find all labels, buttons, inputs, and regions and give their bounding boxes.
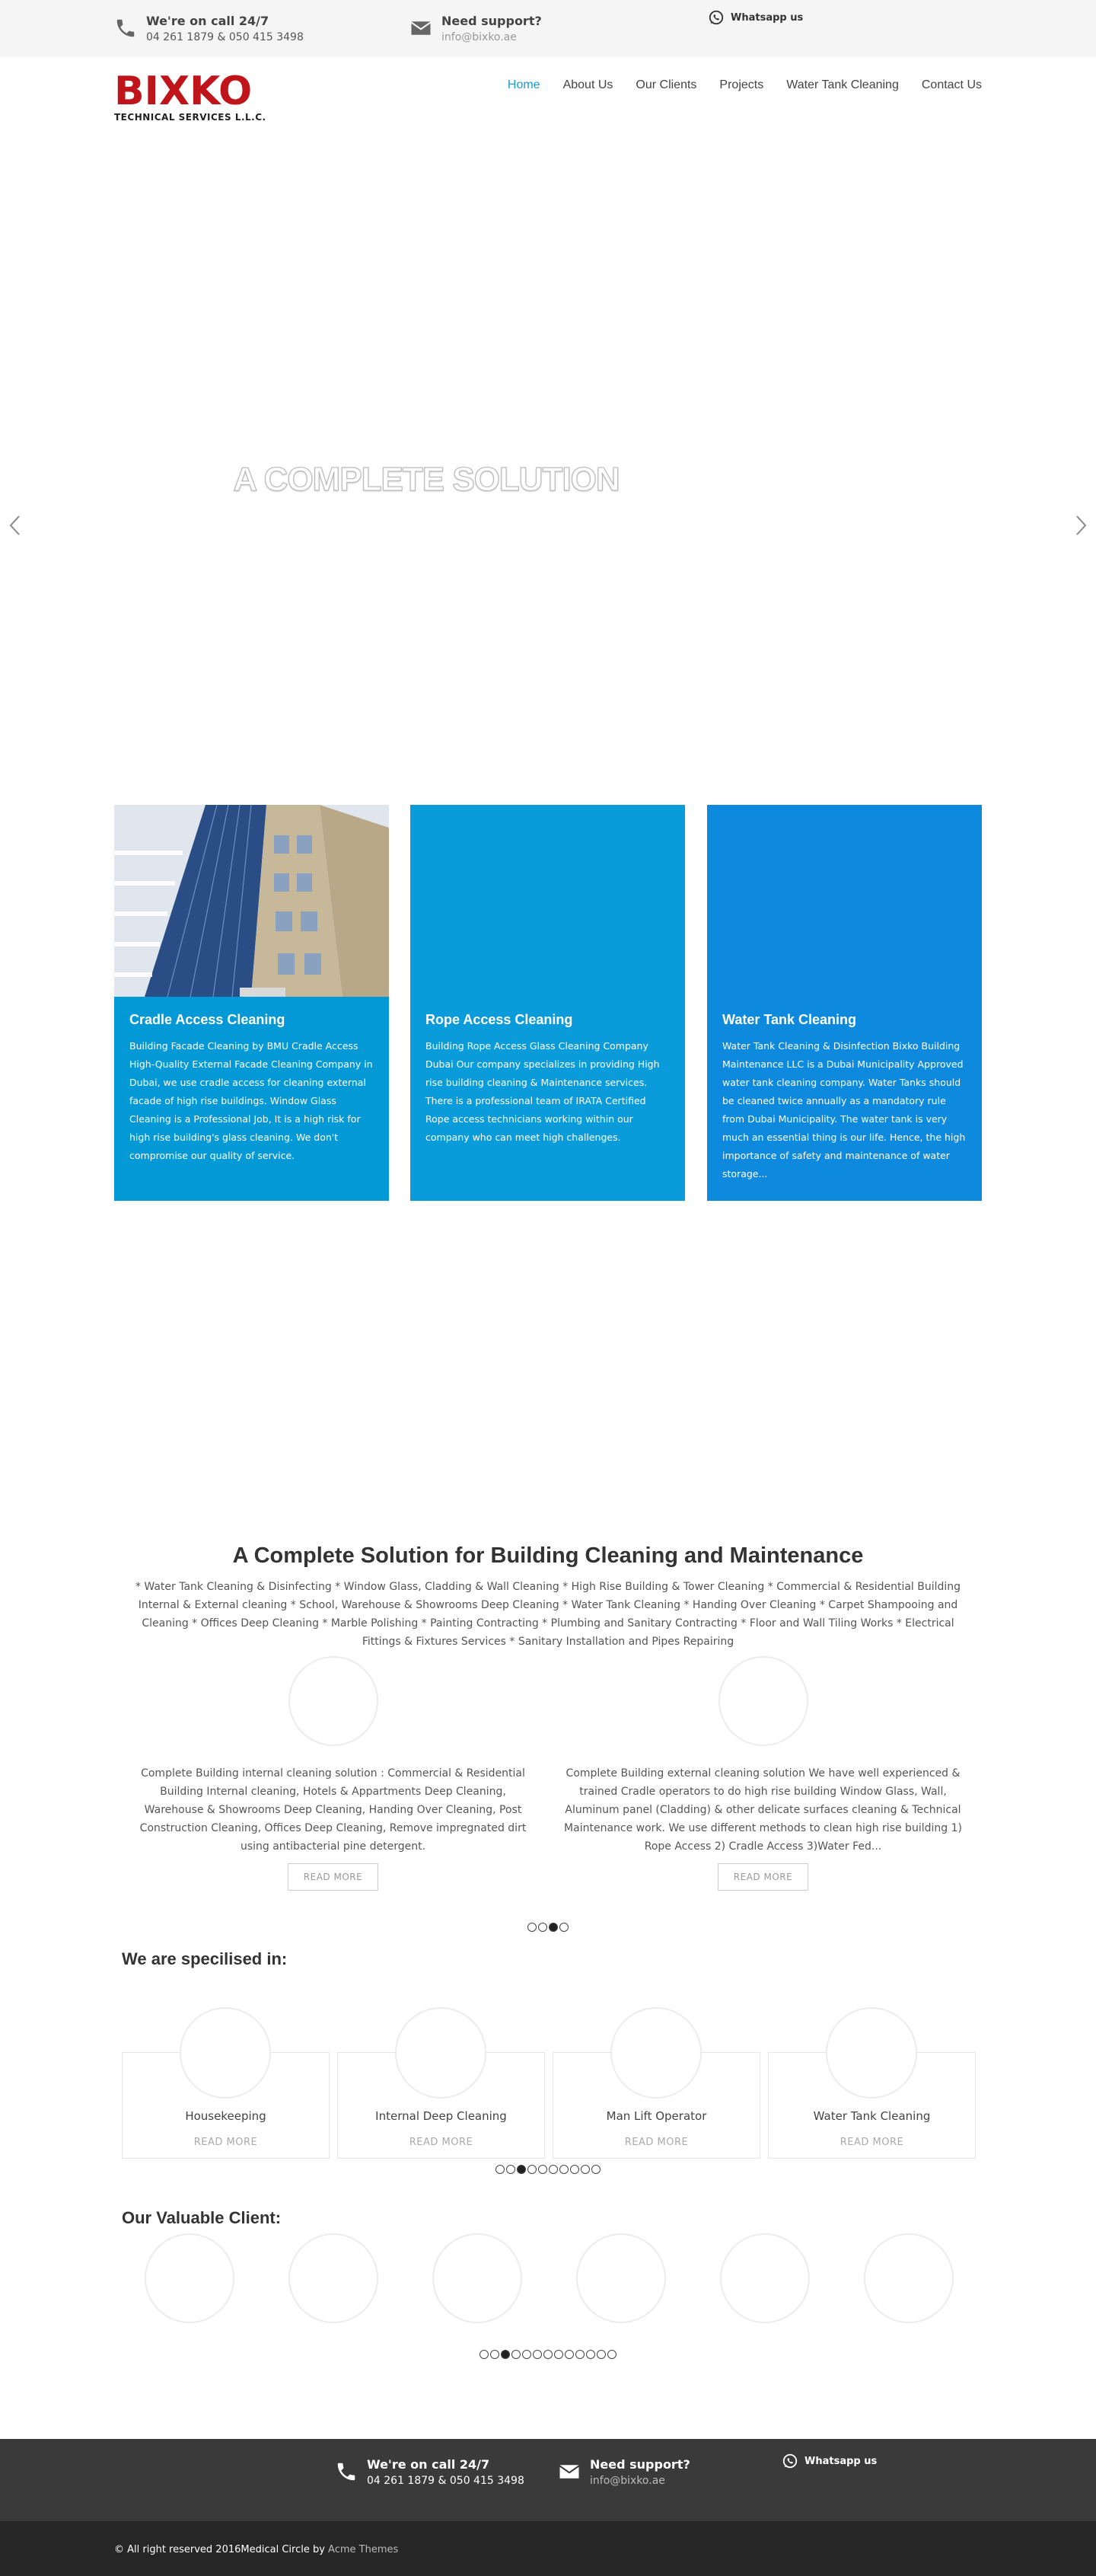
slider-dot[interactable] [549,2165,558,2174]
slider-dot[interactable] [533,2350,542,2359]
card-title[interactable]: Water Tank Cleaning [722,1012,857,1027]
feature-text: Complete Building internal cleaning solution : Commercial & Residential Building Internal cleaning, Hotels & Appartments Deep Cleaning, Warehouse & Showrooms Deep Cleaning, Handing Over Cleaning, Post Construction Cleaning, Offices Deep Cleaning, Remove impregnated dirt using antibacterial pine detergent. [139,1767,527,1853]
main-nav [485,78,982,92]
phone-icon [114,17,137,40]
copyright-text: © All right reserved 2016Medical Circle by [114,2544,329,2555]
slider-dot[interactable] [527,2165,537,2174]
service-card-rope[interactable] [410,805,685,1201]
slider-dot[interactable] [581,2165,590,2174]
card-text: Building Facade Cleaning by BMU Cradle Access High-Quality External Facade Cleaning Company in Dubai, we use cradle access for cleaning external facade of high rise buildings. Window Glass Cleaning is a Professional Job, It is a high risk for high rise building's glass cleaning. We don't compromise our quality of service. [129,1040,373,1161]
specialised-image [610,2007,702,2099]
envelope-icon [409,17,432,40]
nav-home[interactable]: Home [507,78,540,91]
hero-slider [0,126,1096,811]
whatsapp-icon [782,2453,798,2469]
read-more-button[interactable]: READ MORE [840,2137,904,2148]
nav-projects[interactable]: Projects [719,78,764,91]
feature-external [552,1656,974,1891]
footer-support-title: Need support? [590,2457,690,2472]
call-title: We're on call 24/7 [146,14,269,28]
read-more-button[interactable]: READ MORE [193,2137,258,2148]
slider-dot[interactable] [575,2350,585,2359]
top-contact-bar [0,0,1096,57]
clients-title: Our Valuable Client: [122,2208,282,2227]
slider-dot[interactable] [597,2350,606,2359]
clients-slider-dots [0,2348,1096,2362]
footer-bottom [0,2521,1096,2576]
call-numbers[interactable]: 04 261 1879 & 050 415 3498 [146,31,304,43]
specialised-label: Water Tank Cleaning [813,2109,931,2123]
read-more-button[interactable]: READ MORE [288,1863,378,1891]
nav-contact-us[interactable]: Contact Us [921,78,982,91]
phone-icon [335,2460,358,2483]
slider-dot[interactable] [495,2165,505,2174]
footer-support-info [558,2457,690,2489]
specialised-image [180,2007,271,2099]
slider-dot[interactable] [538,1923,547,1932]
client-logo[interactable] [720,2233,810,2323]
support-title: Need support? [441,14,542,28]
specialised-image [826,2007,917,2099]
slider-dot[interactable] [607,2350,616,2359]
nav-our-clients[interactable]: Our Clients [636,78,697,91]
client-logo[interactable] [145,2233,234,2323]
specialised-item[interactable] [553,2052,760,2159]
slider-dot[interactable] [501,2350,510,2359]
slider-dot[interactable] [549,1923,558,1932]
feature-slider-dots [0,1920,1096,1935]
nav-water-tank-cleaning[interactable]: Water Tank Cleaning [786,78,899,91]
footer-support-email[interactable]: info@bixko.ae [590,2475,665,2487]
card-title[interactable]: Cradle Access Cleaning [129,1012,285,1027]
slider-dot[interactable] [527,1923,537,1932]
chevron-left-icon[interactable] [8,514,23,537]
site-header [0,57,1096,126]
service-card-cradle[interactable] [114,805,389,1201]
slider-dot[interactable] [591,2165,601,2174]
client-logo[interactable] [288,2233,378,2323]
intro-title: A Complete Solution for Building Cleaning and Maintenance [232,1543,864,1568]
slider-dot[interactable] [559,2165,569,2174]
support-info [409,14,542,46]
specialised-image [395,2007,486,2099]
slider-dot[interactable] [511,2350,521,2359]
slider-dot[interactable] [490,2350,499,2359]
feature-image [718,1656,808,1746]
slider-dot[interactable] [565,2350,574,2359]
slider-dot[interactable] [543,2350,553,2359]
read-more-button[interactable]: READ MORE [624,2137,689,2148]
feature-text: Complete Building external cleaning solution We have well experienced & trained Cradle operators to do high rise building Window Glass, Wall, Aluminum panel (Cladding) & other delicate surfaces cleaning & Technical Maintenance work. We use different methods to clean high rise building 1) Rope Access 2) Cradle Access 3)Water Fed... [564,1767,962,1853]
specialised-label: Man Lift Operator [606,2109,707,2123]
whatsapp-link[interactable] [708,9,803,26]
specialised-item[interactable] [768,2052,976,2159]
credit-link[interactable]: Acme Themes [328,2544,399,2555]
nav-about-us[interactable]: About Us [562,78,613,91]
card-title[interactable]: Rope Access Cleaning [425,1012,573,1027]
client-logo[interactable] [432,2233,522,2323]
slider-dot[interactable] [586,2350,595,2359]
feature-image [288,1656,378,1746]
card-text: Water Tank Cleaning & Disinfection Bixko Building Maintenance LLC is a Dubai Municipality Approved water tank cleaning company. Water Tanks should be cleaned twice annually as a mandatory rule from Dubai Municipality. The water tank is very much an essential thing is our life. Hence, the high importance of safety and maintenance of water storage... [722,1040,966,1179]
footer-call-numbers[interactable]: 04 261 1879 & 050 415 3498 [367,2475,524,2487]
card-text: Building Rope Access Glass Cleaning Company Dubai Our company specializes in providing High rise building cleaning & Maintenance services. There is a professional team of IRATA Certified Rope access technicians working within our company who can meet high challenges. [425,1040,660,1143]
read-more-button[interactable]: READ MORE [409,2137,473,2148]
footer-call-title: We're on call 24/7 [367,2457,490,2472]
logo-name: BIXKO [114,72,253,109]
client-logo[interactable] [864,2233,954,2323]
logo[interactable] [114,72,289,126]
slider-dot[interactable] [506,2165,515,2174]
call-info [114,14,304,46]
feature-internal [122,1656,544,1891]
client-logo[interactable] [576,2233,666,2323]
envelope-icon [558,2460,581,2483]
slider-dot[interactable] [522,2350,531,2359]
service-card-water-tank[interactable] [707,805,982,1201]
support-email[interactable]: info@bixko.ae [441,31,517,43]
slider-dot[interactable] [517,2165,526,2174]
specialised-title: We are specilised in: [122,1949,288,1968]
copyright [114,2544,398,2555]
footer-contact-bar [0,2439,1096,2521]
slider-dot[interactable] [538,2165,547,2174]
hero-title: A COMPLETE SOLUTION [233,461,620,498]
whatsapp-label: Whatsapp us [731,11,804,24]
chevron-right-icon[interactable] [1073,514,1088,537]
specialised-slider-dots [0,2163,1096,2177]
footer-whatsapp-label: Whatsapp us [804,2455,878,2467]
logo-wordmark [114,72,282,109]
specialised-item[interactable] [122,2052,330,2159]
building-image [114,805,389,997]
read-more-button[interactable]: READ MORE [718,1863,808,1891]
slider-dot[interactable] [559,1923,569,1932]
specialised-item[interactable] [337,2052,545,2159]
slider-dot[interactable] [570,2165,579,2174]
footer-call-info [335,2457,524,2489]
intro-text: * Water Tank Cleaning & Disinfecting * Window Glass, Cladding & Wall Cleaning * High Rise Building & Tower Cleaning * Commercial & Residential Building Internal & External cleaning * School, Warehouse & Showrooms Deep Cleaning * Water Tank Cleaning * Handing Over Cleaning * Carpet Shampooing and Cleaning * Offices Deep Cleaning * Marble Polishing * Painting Contracting * Plumbing and Sanitary Contracting * Floor and Wall Tiling Works * Electrical Fittings & Fixtures Services * Sanitary Installation and Pipes Repairing [135,1581,961,1648]
specialised-label: Housekeeping [185,2109,266,2123]
slider-dot[interactable] [480,2350,489,2359]
logo-tagline: TECHNICAL SERVICES L.L.C. [114,112,266,123]
specialised-label: Internal Deep Cleaning [375,2109,507,2123]
footer-whatsapp-link[interactable] [782,2453,877,2469]
whatsapp-icon [708,9,725,26]
slider-dot[interactable] [554,2350,563,2359]
service-cards [114,805,982,1201]
